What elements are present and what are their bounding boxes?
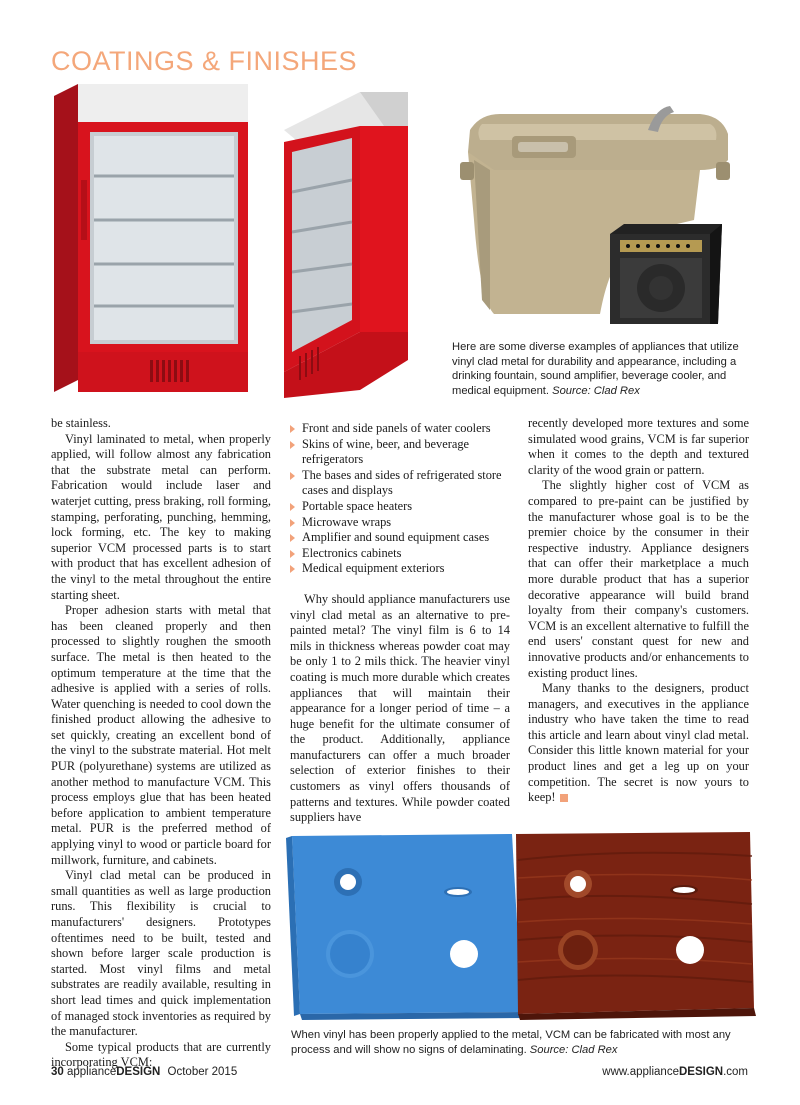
column-1 <box>51 416 271 1071</box>
vcm-panels-image <box>286 830 756 1020</box>
footer-left <box>51 1066 237 1078</box>
list-item: Medical equipment exteriors <box>290 561 510 577</box>
bottom-caption-text: When vinyl has been properly applied to the metal, VCM can be fabricated with most any process and will show no signs of delaminating. <box>291 1029 731 1056</box>
bullet-arrow-icon <box>290 441 295 449</box>
bullet-arrow-icon <box>290 565 295 573</box>
beverage-coolers-image <box>48 80 413 400</box>
bullet-arrow-icon <box>290 550 295 558</box>
column-3-paragraph: recently developed more textures and some simulated wood grains, VCM is far superior when it comes to the depth and textured clarity of the wood grain or pattern. <box>528 416 749 477</box>
bottom-figure-caption <box>291 1028 751 1057</box>
issue-date: October 2015 <box>167 1066 238 1078</box>
column-1-paragraph: Vinyl clad metal can be produced in small quantities as well as large production runs. This flexibility is crucial to manufacturers' designers. Prototypes oftentimes need to be built, tested and shown before larger scale production is started. Most vinyl films and metal substrates are readily available, resulting in short lead times and quick implementation of managed stock inventories as required by the manufacturer. <box>51 868 271 1039</box>
column-2 <box>290 421 510 826</box>
list-item: Front and side panels of water coolers <box>290 421 510 437</box>
bullet-arrow-icon <box>290 519 295 527</box>
fountain-amplifier-image <box>460 100 750 330</box>
product-list <box>290 421 510 577</box>
column-3-paragraph: Many thanks to the designers, product managers, and executives in the appliance industry who have taken the time to read this article and learn about vinyl clad metal. Consider this little known material for your product lines and get a leg up on your competition. The secret is now yours to keep! <box>528 681 749 805</box>
bottom-caption-source: Source: Clad Rex <box>529 1043 618 1056</box>
end-mark-icon <box>560 794 568 802</box>
top-caption-text: Here are some diverse examples of appliances that utilize vinyl clad metal for durability and appearance, including a drinking fountain, sound amplifier, beverage cooler, and medical equipment. <box>452 341 739 397</box>
list-item: Portable space heaters <box>290 499 510 515</box>
page-number: 30 <box>51 1066 64 1078</box>
column-1-paragraph: Vinyl laminated to metal, when properly applied, will follow almost any fabrication that the substrate metal can perform. Fabrication would include laser and waterjet cutting, press braking, roll forming, stamping, perforating, punching, hemming, lock forming, etc. The key to making superior VCM processed parts is to start with product that has excellent adhesion of the vinyl to the metal throughout the entire starting sheet. <box>51 431 271 602</box>
column-3-paragraph: The slightly higher cost of VCM as compared to pre-paint can be justified by the manufacturer whose goal is to be the premier choice by the consumer in their respective industry. Appliance designers that can offer their marketplace a much more durable product that has a superior decorative appearance will build brand loyalty from their company's customers. VCM is an excellent alternative to fulfill the end users' constant quest for new and innovative products and/or enhancements to existing product lines. <box>528 478 749 680</box>
magazine-name: applianceDESIGN <box>67 1066 161 1078</box>
column-2-paragraph: Why should appliance manufacturers use vinyl clad metal as an alternative to pre-painted metal? The vinyl film is 6 to 14 mils in thickness whereas powder coat may be only 1 to 2 mils thick. The heavier vinyl coating is much more durable which creates appliances that will maintain their appearance for a longer period of time – a huge benefit for the ultimate consumer of the product. Additionally, appliance manufacturers can offer a much broader selection of exterior finishes to their customers as vinyl offers thousands of patterns and textures. While powder coated suppliers have <box>290 591 510 825</box>
column-1-paragraph: be stainless. <box>51 416 111 430</box>
list-item: Electronics cabinets <box>290 546 510 562</box>
list-item: Skins of wine, beer, and beverage refrigerators <box>290 437 510 468</box>
column-1-paragraph: Proper adhesion starts with metal that has been cleaned properly and then processed to slightly roughen the smooth surface. The metal is then heated to the optimum temperature at the time that the adhesive is applied with a series of rolls. Water quenching is needed to cool down the finished product allowing the adhesive to set quickly, creating an excellent bond of the vinyl to the substrate material. Hot melt PUR (polyurethane) systems are utilized as another method to manufacture VCM. This process employs glue that has been heated before application to ambient temperature metal. PUR is the preferred method of applying vinyl to wood or particle board for millwork, furniture, and cabinets. <box>51 603 271 867</box>
column-3 <box>528 416 749 806</box>
section-title: COATINGS & FINISHES <box>51 46 358 76</box>
list-item: Microwave wraps <box>290 515 510 531</box>
column-1-paragraph: Some typical products that are currently incorporating VCM: <box>51 1039 271 1070</box>
top-caption-source: Source: Clad Rex <box>552 384 640 397</box>
bullet-arrow-icon <box>290 534 295 542</box>
bullet-arrow-icon <box>290 425 295 433</box>
list-item: Amplifier and sound equipment cases <box>290 530 510 546</box>
top-figure-caption <box>452 340 762 398</box>
bullet-arrow-icon <box>290 503 295 511</box>
footer-url[interactable]: www.applianceDESIGN.com <box>602 1066 748 1078</box>
bullet-arrow-icon <box>290 472 295 480</box>
list-item: The bases and sides of refrigerated store cases and displays <box>290 468 510 499</box>
